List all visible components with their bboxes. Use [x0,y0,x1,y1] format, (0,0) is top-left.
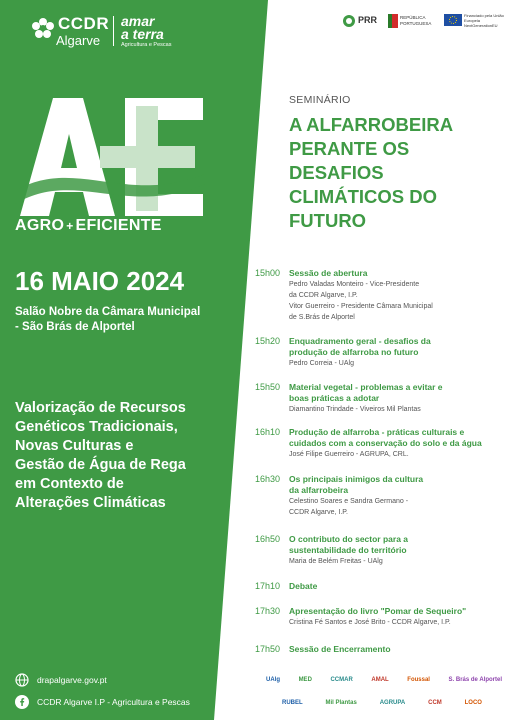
sponsor-row-1 [266,673,502,687]
facebook-text: CCDR Algarve I.P - Agricultura e Pescas [37,697,190,707]
subject-line: Alterações Climáticas [15,495,166,511]
sponsor-row-2 [282,696,482,710]
subject-line: Gestão de Água de Rega [15,457,186,473]
venue-line-1: Salão Nobre da Câmara Municipal [15,306,201,318]
program-title: boas práticas a adotar [289,393,380,403]
program-speaker: Pedro Valadas Monteiro - Vice-Presidente [289,281,420,288]
program-body [289,474,503,518]
subject-line: Genéticos Tradicionais, [15,419,178,435]
program-time: 15h50 [255,382,281,392]
program-speaker: Celestino Soares e Sandra Germano - [289,498,409,505]
program-body [289,268,503,323]
sponsor-logo: Mil Plantas [325,700,357,706]
program-title: da alfarrobeira [289,485,349,495]
program-body [289,606,503,628]
program-body [289,427,503,460]
subject-line: Valorização de Recursos [15,400,186,416]
program-time: 15h20 [255,336,281,346]
ccdr-flower-icon [30,14,56,42]
sponsor-logo: AGRUPA [379,700,406,706]
program-title: Debate [289,581,318,591]
prr-text: PRR [358,15,378,25]
subject-line: em Contexto de [15,476,124,492]
sponsor-logo: CCMAR [330,677,353,683]
subject-line: Novas Culturas e [15,438,134,454]
amar-logo-sub: Agricultura e Pescas [121,42,172,48]
sponsor-logo: Foussal [407,677,430,683]
program-title: O contributo do sector para a [289,534,409,544]
program-title: Enquadramento geral - desafios da [289,336,431,346]
program-speaker: José Filipe Guerreiro - AGRUPA, CRL. [289,451,409,458]
title-line: FUTURO [289,210,367,231]
sponsor-logo: CCM [428,700,442,706]
seminar-label: SEMINÁRIO [289,94,351,106]
sponsor-logo: LOCO [464,700,482,706]
globe-icon [15,673,29,687]
seminar-title [289,113,489,233]
program-title: Sessão de abertura [289,268,368,278]
program-speaker: Pedro Correia - UAlg [289,360,354,367]
agro-eficiente-logo [15,96,205,218]
program-speaker: Cristina Fé Santos e José Brito - CCDR Algarve, I.P. [289,619,451,626]
event-date: 16 MAIO 2024 [15,266,185,296]
program-title: Sessão de Encerramento [289,644,391,654]
sponsor-logo: AMAL [371,677,389,683]
eu-text: Financiado pela União Europeia NextGenerationEU [464,13,504,28]
website-text: drapalgarve.gov.pt [37,675,107,685]
ccdr-logo-subtext: Algarve [56,33,101,48]
title-line: CLIMÁTICOS DO [289,186,437,207]
event-venue [15,305,215,335]
program-speaker: da CCDR Algarve, I.P. [289,292,358,299]
program-body [289,644,503,655]
ccdr-logo-text: CCDR [58,14,110,33]
program-speaker: Vitor Guerreiro - Presidente Câmara Municipal [289,303,433,310]
program-time: 15h00 [255,268,281,278]
sponsor-logo: S. Brás de Alportel [448,677,502,683]
sponsor-logo: RUBEL [282,700,303,706]
eu-logo [444,12,504,30]
logo-divider [113,16,114,46]
title-line: PERANTE OS [289,138,410,159]
program-time: 17h30 [255,606,281,616]
prr-logo [342,13,386,29]
program-title: Produção de alfarroba - práticas culturais e [289,427,465,437]
title-line: A ALFARROBEIRA [289,114,454,135]
agro-eficiente-wordmark: AGRO + EFICIENTE [15,217,162,234]
amar-logo-line2: a terra [121,26,164,42]
program-time: 16h10 [255,427,281,437]
program-title: produção de alfarroba no futuro [289,347,419,357]
event-subject [15,399,215,513]
sponsor-logo: MED [298,677,312,683]
program-title: Apresentação do livro "Pomar de Sequeiro" [289,606,467,616]
program-body [289,534,503,567]
program-speaker: CCDR Algarve, I.P. [289,509,349,516]
sponsor-logo: UAlg [266,677,280,683]
sponsor-logos [262,670,502,716]
program-time: 16h50 [255,534,281,544]
portugal-flag-icon [388,14,398,28]
title-line: DESAFIOS [289,162,384,183]
program-speaker: Maria de Belém Freitas - UAlg [289,558,383,565]
program-speaker: de S.Brás de Alportel [289,314,355,321]
program-speaker: Diamantino Trindade - Viveiros Mil Plantas [289,406,421,413]
program-title: sustentabilidade do território [289,545,407,555]
facebook-icon [15,695,29,709]
program-body [289,581,503,592]
prr-icon [342,14,356,28]
program-title: Material vegetal - problemas a evitar e [289,382,443,392]
program-title: cuidados com a conservação do solo e da água [289,438,482,448]
program-body [289,382,503,415]
program-title: Os principais inimigos da cultura [289,474,424,484]
program-time: 17h50 [255,644,281,654]
venue-line-2: - São Brás de Alportel [15,321,135,333]
amar-logo-line1: amar [121,13,155,29]
program-time: 17h10 [255,581,281,591]
republica-logo [388,12,440,30]
program-time: 16h30 [255,474,281,484]
program-body [289,336,503,369]
republica-text: REPÚBLICA PORTUGUESA [400,15,432,26]
eu-flag-icon [444,14,462,26]
